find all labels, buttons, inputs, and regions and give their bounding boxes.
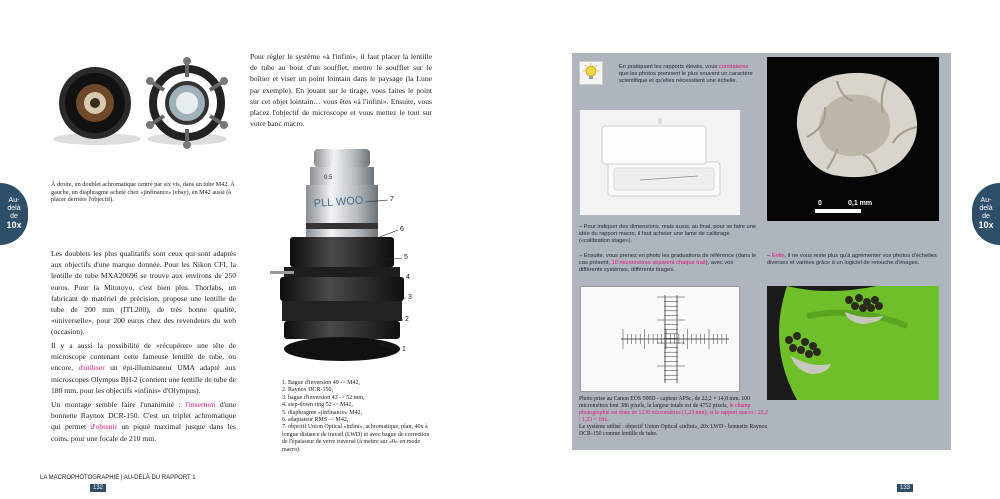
fossil-photo bbox=[767, 57, 939, 221]
bullet-graduations: – Ensuite, vous prenez en photo les graduations de référence (dans le cas présent, 10 micromètres séparent chaque trait), avec vos différents systèmes, différents tirages. bbox=[579, 253, 757, 274]
parts-list-item: 3. bague d'inversion 43 -> 52 mm, bbox=[282, 394, 365, 401]
lightbulb-icon bbox=[579, 61, 603, 85]
scale-label-value: 0,1 mm bbox=[848, 200, 873, 207]
footer-left: LA MACROPHOTOGRAPHIE | AU-DELÀ DU RAPPORT 1 bbox=[40, 475, 196, 481]
paragraph-doublets: Les doublets les plus qualitatifs sont ceux qui sont adaptés aux objectifs d'une marque donnée. Pour les Nikon CFI, la lentille de tube MXA20696 se trouve aux environs de 250 euros. Pour la Mitutoyo, c'est bien plus. Thorlabs, un fabricant de matériel de précision, propose une lentille de tube de 200 mm (ITL200), de très bonne qualité, «universelle», pour 200 euros chez des revendeurs du web (occasion). bbox=[51, 249, 236, 337]
callout-4: 4 bbox=[406, 274, 410, 281]
calibration-slide-photo bbox=[580, 110, 740, 215]
section-tab-right: Au- delà de 10x bbox=[972, 183, 1000, 245]
svg-text:0.5: 0.5 bbox=[324, 175, 333, 181]
parts-list-item: 4. step-down ring 52 -> M42, bbox=[282, 402, 353, 409]
intro-paragraph: Pour régler le système «à l'infini», il faut placer la lentille de tube au bout d'un soufflet, mettre le soufflet sur le boîtier et viser un point lointain dans le paysage (la Lune par exemple). En jouant sur le tirage, vous faites le point sur cet objet lointain… vous êtes «à l'infini». Ensuite, vous placez l'objectif de microscope et vous mettez le tout sur votre banc macro. bbox=[250, 52, 432, 129]
callout-leader-lines bbox=[360, 196, 410, 356]
lens-caption: À droite, un doublet achromatique centré par six vis, dans un tube M42. À gauche, un diaphragme acheté chez «jinfinance» (ebay), en M42 aussi (à placer derrière l'objectif). bbox=[51, 181, 235, 204]
lens-photos bbox=[42, 55, 238, 151]
page-number-right: 133 bbox=[897, 484, 913, 492]
paragraph-tube-head: Il y a aussi la possibilité de «récupérer» une tête de microscope contenant cette fameuse lentille de tube, ou encore, d'utiliser un épi-illuminateur UMA adapté aux microscopes Olympus BH-2 (contient une lentille de tube de 180 mm, pour les objectifs «infinis» d'Olympus). bbox=[51, 341, 236, 395]
parts-list-item: 2. Raynox DCR-150, bbox=[282, 387, 333, 394]
parts-list-item: 7. objectif Union Optical «infini», achromatique, plan, 40x à longue distance de travail (LWD) et avec bague de correction de l'épaisseur de verre traversé (à mettre sur «0» en mode macro). bbox=[282, 424, 430, 453]
callout-6: 6 bbox=[400, 226, 404, 233]
callout-7: 7 bbox=[390, 196, 394, 203]
callout-2: 2 bbox=[405, 316, 409, 323]
svg-text:PLL WOO: PLL WOO bbox=[313, 194, 364, 210]
parts-list-item: 5. diaphragme «jinfinance» M42, bbox=[282, 409, 363, 416]
tip-text: En pratiquant les rapports élevés, vous constaterez que les photos prennent le plus souvent un caractère scientifique et qu'elles nécessitent une échelle. bbox=[619, 64, 753, 85]
callout-1: 1 bbox=[402, 346, 406, 353]
parts-list bbox=[282, 380, 432, 454]
callout-3: 3 bbox=[408, 294, 412, 301]
paragraph-raynox: Un montage semble faire l'unanimité : l'insertion d'une bonnette Raynox DCR-150. C'est un triplet achromatique qui permet d'obtenir un piqué maximal jusque dans les coins, pour une focale de 210 mm. bbox=[51, 400, 237, 443]
bullet-calibration: – Pour indiquer des dimensions, mais aussi, au final, pour se faire une idée du rapport macro, il faut acheter une lame de calibrage («calibration stage»). bbox=[579, 224, 757, 245]
page-number-left: 132 bbox=[90, 484, 106, 492]
leaf-seeds-photo bbox=[767, 286, 939, 400]
section-tab-left: Au- delà de 10x bbox=[0, 183, 28, 245]
photo-caption: Photo prise au Canon EOS 500D - capteur APSc, de 22,2 × 14,8 mm. 100 micromètres font 386 pixels, la largeur totale est de 4752 pixels, le champ photographié est donc de 1230 micromètres (1,23 mm), et le rapport macro : 22,2 / 1,23 = 18x. Le système utilisé : objectif Union Optical «infini», 20x LWD - bonnette Raynox DCR-150 comme lentille de tube. bbox=[579, 396, 768, 438]
parts-list-item: 1. Bague d'inversion 49 -> M42, bbox=[282, 380, 360, 386]
scale-label-zero: 0 bbox=[818, 200, 822, 207]
parts-list-item: 6. adaptateur RMS -> M42, bbox=[282, 417, 349, 424]
reticle-photo bbox=[580, 286, 740, 392]
callout-5: 5 bbox=[404, 254, 408, 261]
bullet-scales: – Enfin, il ne vous reste plus qu'à agrémenter vos photos d'échelles diverses et variées grâce à un logiciel de retouche d'images. bbox=[767, 253, 937, 267]
